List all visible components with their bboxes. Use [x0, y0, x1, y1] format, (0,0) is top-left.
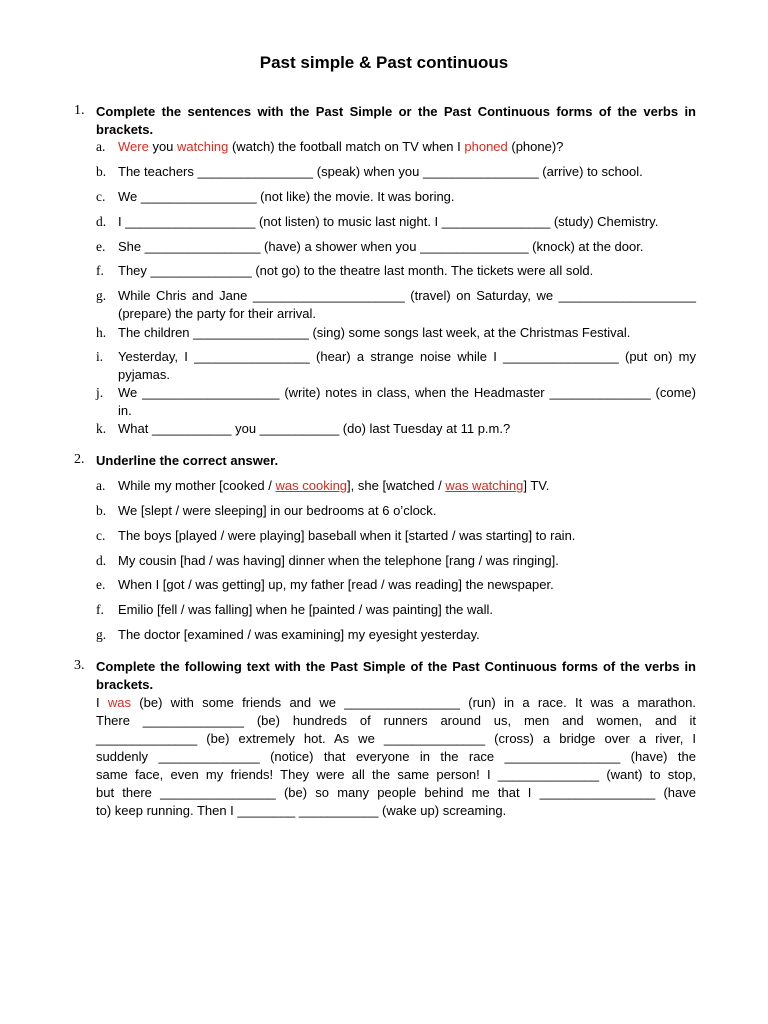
example-sentence: While my mother [cooked / was cooking], she [watched / was watching] TV.	[118, 478, 550, 493]
item-text: They ______________ (not go) to the theatre last month. The tickets were all sold.	[118, 263, 594, 278]
item-letter: e.	[96, 239, 106, 254]
underlined-answer: was cooking	[275, 478, 348, 493]
section-2-number: 2.	[74, 452, 85, 467]
item-letter: f.	[96, 263, 104, 278]
answer-word: watching	[177, 139, 229, 154]
passage-line: same face, even my friends! They were all the same person! I ______________ (want) to stop,	[96, 767, 696, 782]
passage-line: but there ________________ (be) so many people behind me that I ________________ (have	[96, 785, 696, 800]
item-letter: i.	[96, 349, 104, 364]
item-letter: j.	[96, 385, 104, 400]
section-3-passage	[96, 694, 696, 820]
underlined-answer: was watching	[445, 478, 524, 493]
item-letter: k.	[96, 421, 107, 436]
item-text: I __________________ (not listen) to music last night. I _______________ (study) Chemistry.	[118, 214, 659, 229]
item-text: When I [got / was getting] up, my father [read / was reading] the newspaper.	[118, 577, 554, 592]
item-letter: c.	[96, 189, 106, 204]
item-text: She ________________ (have) a shower when you _______________ (knock) at the door.	[118, 239, 644, 254]
item-letter: h.	[96, 325, 107, 340]
section-3-number: 3.	[74, 658, 85, 673]
item-text: We ________________ (not like) the movie. It was boring.	[118, 189, 455, 204]
item-letter: d.	[96, 214, 107, 229]
item-letter: d.	[96, 553, 107, 568]
item-letter: f.	[96, 602, 104, 617]
passage-line: suddenly ______________ (notice) that everyone in the race ________________ (have) the	[96, 749, 696, 764]
answer-word: Were	[118, 139, 149, 154]
answer-word: was	[107, 695, 132, 710]
item-letter: a.	[96, 478, 106, 493]
section-1-number: 1.	[74, 103, 85, 118]
section-2-instruction: Underline the correct answer.	[96, 453, 279, 468]
item-text: Yesterday, I ________________ (hear) a strange noise while I ________________ (put on) my pyjamas.	[118, 349, 696, 382]
section-1-instruction: Complete the sentences with the Past Simple or the Past Continuous forms of the verbs in brackets.	[96, 104, 696, 137]
item-letter: g.	[96, 288, 107, 303]
item-text: We [slept / were sleeping] in our bedrooms at 6 o’clock.	[118, 503, 437, 518]
item-text: Emilio [fell / was falling] when he [painted / was painting] the wall.	[118, 602, 494, 617]
item-text: The boys [played / were playing] baseball when it [started / was starting] to rain.	[118, 528, 576, 543]
passage-line: to) keep running. Then I ________ ___________ (wake up) screaming.	[96, 803, 507, 818]
item-text: What ___________ you ___________ (do) last Tuesday at 11 p.m.?	[118, 421, 511, 436]
item-text: My cousin [had / was having] dinner when the telephone [rang / was ringing].	[118, 553, 559, 568]
item-text: While Chris and Jane _____________________ (travel) on Saturday, we ___________________ (prepare) the party for their arrival.	[118, 288, 696, 321]
item-letter: b.	[96, 164, 107, 179]
passage-line: I was (be) with some friends and we ________________ (run) in a race. It was a marathon.	[96, 695, 696, 710]
item-letter: c.	[96, 528, 106, 543]
item-letter: b.	[96, 503, 107, 518]
item-text: The teachers ________________ (speak) when you ________________ (arrive) to school.	[118, 164, 643, 179]
example-sentence: Were you watching (watch) the football match on TV when I phoned (phone)?	[118, 139, 564, 154]
item-text: The doctor [examined / was examining] my eyesight yesterday.	[118, 627, 480, 642]
passage-line: There ______________ (be) hundreds of runners around us, men and women, and it	[96, 713, 696, 728]
answer-word: phoned	[464, 139, 508, 154]
item-letter: e.	[96, 577, 106, 592]
item-letter: a.	[96, 139, 106, 154]
item-letter: g.	[96, 627, 107, 642]
item-text: We ___________________ (write) notes in class, when the Headmaster ______________ (come) in.	[118, 385, 696, 418]
page-title: Past simple & Past continuous	[259, 53, 509, 72]
section-3-instruction: Complete the following text with the Past Simple of the Past Continuous forms of the verbs in brackets.	[96, 659, 696, 692]
item-text: The children ________________ (sing) some songs last week, at the Christmas Festival.	[118, 325, 631, 340]
passage-line: ______________ (be) extremely hot. As we ______________ (cross) a bridge over a river, I	[96, 731, 696, 746]
